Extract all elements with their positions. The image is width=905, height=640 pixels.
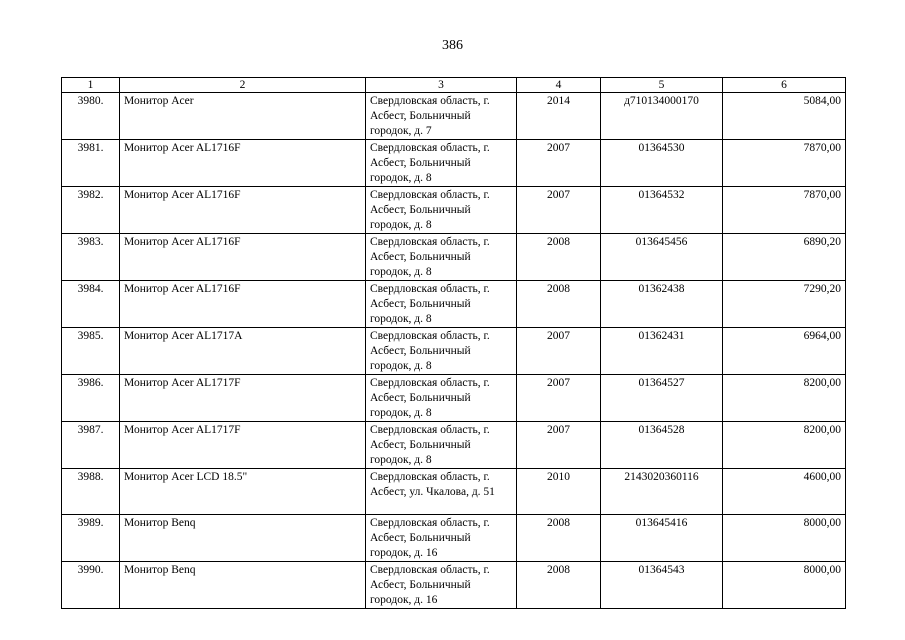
row-number-cell: 3987.	[62, 422, 120, 469]
address-cell: Свердловская область, г. Асбест, Больничный городок, д. 7	[366, 93, 517, 140]
table-row	[62, 375, 846, 422]
cost-cell: 6964,00	[723, 328, 846, 375]
item-name-cell: Монитор Acer LCD 18.5"	[120, 469, 366, 515]
address-cell: Свердловская область, г. Асбест, ул. Чкалова, д. 51	[366, 469, 517, 515]
item-name-cell: Монитор Acer AL1717F	[120, 422, 366, 469]
cost-cell: 4600,00	[723, 469, 846, 515]
cost-cell: 7290,20	[723, 281, 846, 328]
cost-cell: 6890,20	[723, 234, 846, 281]
inventory-number-cell: 01364543	[601, 562, 723, 609]
table-row	[62, 93, 846, 140]
cost-cell: 8200,00	[723, 375, 846, 422]
item-name-cell: Монитор Benq	[120, 562, 366, 609]
row-number-cell: 3988.	[62, 469, 120, 515]
row-number-cell: 3990.	[62, 562, 120, 609]
address-cell: Свердловская область, г. Асбест, Больничный городок, д. 8	[366, 328, 517, 375]
cost-cell: 7870,00	[723, 140, 846, 187]
address-cell: Свердловская область, г. Асбест, Больничный городок, д. 8	[366, 422, 517, 469]
row-number-cell: 3983.	[62, 234, 120, 281]
address-cell: Свердловская область, г. Асбест, Больничный городок, д. 8	[366, 234, 517, 281]
inventory-number-cell: 013645456	[601, 234, 723, 281]
row-number-cell: 3980.	[62, 93, 120, 140]
inventory-number-cell: д710134000170	[601, 93, 723, 140]
year-cell: 2007	[517, 422, 601, 469]
column-header: 2	[120, 78, 366, 93]
year-cell: 2010	[517, 469, 601, 515]
column-header: 3	[366, 78, 517, 93]
item-name-cell: Монитор Acer AL1716F	[120, 281, 366, 328]
year-cell: 2014	[517, 93, 601, 140]
column-header: 6	[723, 78, 846, 93]
cost-cell: 8200,00	[723, 422, 846, 469]
cost-cell: 5084,00	[723, 93, 846, 140]
row-number-cell: 3985.	[62, 328, 120, 375]
asset-table	[61, 77, 846, 609]
row-number-cell: 3982.	[62, 187, 120, 234]
item-name-cell: Монитор Acer	[120, 93, 366, 140]
address-cell: Свердловская область, г. Асбест, Больничный городок, д. 8	[366, 375, 517, 422]
address-cell: Свердловская область, г. Асбест, Больничный городок, д. 8	[366, 187, 517, 234]
table-header-row	[62, 78, 846, 93]
item-name-cell: Монитор Acer AL1717A	[120, 328, 366, 375]
item-name-cell: Монитор Acer AL1716F	[120, 234, 366, 281]
column-header: 4	[517, 78, 601, 93]
address-cell: Свердловская область, г. Асбест, Больничный городок, д. 8	[366, 140, 517, 187]
row-number-cell: 3981.	[62, 140, 120, 187]
table-row	[62, 562, 846, 609]
column-header: 5	[601, 78, 723, 93]
year-cell: 2008	[517, 515, 601, 562]
inventory-number-cell: 2143020360116	[601, 469, 723, 515]
address-cell: Свердловская область, г. Асбест, Больничный городок, д. 16	[366, 562, 517, 609]
table-row	[62, 140, 846, 187]
cost-cell: 8000,00	[723, 515, 846, 562]
inventory-number-cell: 01364530	[601, 140, 723, 187]
year-cell: 2007	[517, 328, 601, 375]
inventory-number-cell: 01362431	[601, 328, 723, 375]
year-cell: 2007	[517, 140, 601, 187]
inventory-number-cell: 01364528	[601, 422, 723, 469]
year-cell: 2008	[517, 234, 601, 281]
item-name-cell: Монитор Acer AL1716F	[120, 140, 366, 187]
table-row	[62, 187, 846, 234]
address-cell: Свердловская область, г. Асбест, Больничный городок, д. 16	[366, 515, 517, 562]
row-number-cell: 3984.	[62, 281, 120, 328]
year-cell: 2008	[517, 562, 601, 609]
table-body	[62, 93, 846, 609]
inventory-number-cell: 01364532	[601, 187, 723, 234]
table-row	[62, 234, 846, 281]
year-cell: 2007	[517, 375, 601, 422]
inventory-number-cell: 01362438	[601, 281, 723, 328]
page-number: 386	[442, 38, 463, 53]
table-row	[62, 469, 846, 515]
inventory-number-cell: 01364527	[601, 375, 723, 422]
row-number-cell: 3989.	[62, 515, 120, 562]
year-cell: 2007	[517, 187, 601, 234]
address-cell: Свердловская область, г. Асбест, Больничный городок, д. 8	[366, 281, 517, 328]
inventory-number-cell: 013645416	[601, 515, 723, 562]
item-name-cell: Монитор Acer AL1717F	[120, 375, 366, 422]
row-number-cell: 3986.	[62, 375, 120, 422]
year-cell: 2008	[517, 281, 601, 328]
item-name-cell: Монитор Acer AL1716F	[120, 187, 366, 234]
column-header: 1	[62, 78, 120, 93]
cost-cell: 7870,00	[723, 187, 846, 234]
cost-cell: 8000,00	[723, 562, 846, 609]
table-row	[62, 515, 846, 562]
table-row	[62, 281, 846, 328]
table-row	[62, 422, 846, 469]
item-name-cell: Монитор Benq	[120, 515, 366, 562]
table-row	[62, 328, 846, 375]
